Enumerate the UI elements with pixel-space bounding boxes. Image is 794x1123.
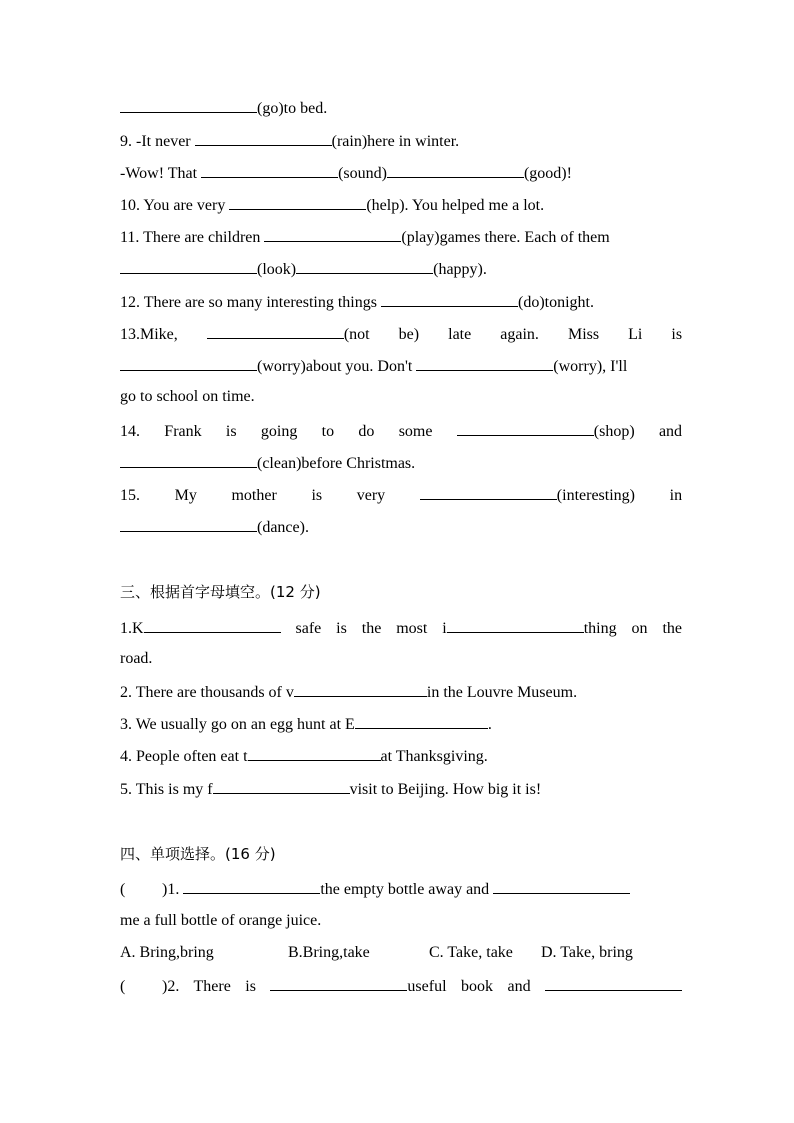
q14-word: going xyxy=(260,423,298,440)
paren-open: ( xyxy=(120,978,126,995)
option-c[interactable]: C. Take, take xyxy=(429,944,513,961)
answer-blank[interactable] xyxy=(416,355,553,371)
q14-word: is xyxy=(225,423,237,440)
q13-line3 xyxy=(120,387,682,407)
answer-blank[interactable] xyxy=(270,975,407,991)
q13-word: again. xyxy=(500,326,539,343)
answer-blank[interactable] xyxy=(213,778,350,794)
q12-hint: (do)tonight. xyxy=(517,294,594,311)
q13b-hint: (worry), I'll xyxy=(553,358,628,375)
q15b-hint: (dance). xyxy=(257,519,309,536)
s4-q1-options xyxy=(120,943,682,963)
q14-word: to xyxy=(321,423,335,440)
answer-blank[interactable] xyxy=(493,878,630,894)
q14b-hint: (clean)before Christmas. xyxy=(257,455,416,472)
q13-line1 xyxy=(120,323,682,343)
s3q2-text: 2. There are thousands of v xyxy=(120,684,294,701)
q13b-text: (worry)about you. Don't xyxy=(257,358,417,375)
answer-paren[interactable] xyxy=(120,880,162,900)
s4-q1-line2 xyxy=(120,911,682,931)
s3q1-word: thing xyxy=(583,620,617,637)
s3-q1-line1 xyxy=(120,617,682,637)
answer-blank[interactable] xyxy=(229,194,366,210)
q13-word: Li xyxy=(628,326,643,343)
s3-q3-line xyxy=(120,713,682,733)
q11b-hint2: (happy). xyxy=(433,261,487,278)
q13-word: late xyxy=(448,326,472,343)
s4q2-word: book xyxy=(461,978,493,995)
s3-q1-line2 xyxy=(120,649,682,669)
s3-q4-line xyxy=(120,745,682,765)
s4-q1-line1 xyxy=(120,878,682,898)
q9b-hint2: (good)! xyxy=(523,165,572,182)
q10-hint: (help). You helped me a lot. xyxy=(366,197,545,214)
q15-word: mother xyxy=(231,487,277,504)
q13-word: is xyxy=(671,326,683,343)
s4q2-number: )2. xyxy=(162,978,180,995)
s3q2-tail: in the Louvre Museum. xyxy=(426,684,578,701)
q15-word: in xyxy=(669,487,683,504)
q9-line1 xyxy=(120,130,682,150)
q13-word: 13.Mike, xyxy=(120,326,178,343)
q11-line2 xyxy=(120,258,682,278)
s4q1-text: the empty bottle away and xyxy=(320,881,490,898)
s4q1b-text: me a full bottle of orange juice. xyxy=(120,912,322,929)
q11-line1 xyxy=(120,226,682,246)
q15-line2 xyxy=(120,516,682,536)
s4q2-word: There xyxy=(193,978,231,995)
section3-heading: 三、根据首字母填空。(12 分) xyxy=(120,583,321,601)
paren-open: ( xyxy=(120,881,126,898)
q14-line1 xyxy=(120,420,682,440)
s3q5-tail: visit to Beijing. How big it is! xyxy=(349,781,542,798)
answer-blank[interactable] xyxy=(120,452,257,468)
s3q1-word: i xyxy=(442,620,447,637)
option-d[interactable]: D. Take, bring xyxy=(541,944,633,961)
s4q2-word: and xyxy=(507,978,531,995)
s3q1-word: safe xyxy=(295,620,322,637)
s4q2-word: is xyxy=(245,978,256,995)
q13-word: Miss xyxy=(567,326,600,343)
s3q1-word: the xyxy=(662,620,683,637)
q8-tail: (go)to bed. xyxy=(257,100,328,117)
q8-continuation xyxy=(120,97,682,117)
answer-blank[interactable] xyxy=(201,162,338,178)
q15-word: very xyxy=(356,487,386,504)
answer-blank[interactable] xyxy=(457,420,594,436)
q10-text: 10. You are very xyxy=(120,197,230,214)
option-b[interactable]: B.Bring,take xyxy=(288,944,370,961)
s3q4-text: 4. People often eat t xyxy=(120,748,248,765)
q13c-text: go to school on time. xyxy=(120,388,255,405)
answer-blank[interactable] xyxy=(264,226,401,242)
answer-blank[interactable] xyxy=(294,681,427,697)
q14-word: 14. xyxy=(120,423,140,440)
q9-line2 xyxy=(120,162,682,182)
q14-word: some xyxy=(398,423,433,440)
answer-blank[interactable] xyxy=(120,516,257,532)
q15-word: 15. xyxy=(120,487,140,504)
answer-blank[interactable] xyxy=(248,745,381,761)
q15-word: is xyxy=(311,487,323,504)
q14-word: do xyxy=(358,423,375,440)
s3q3-text: 3. We usually go on an egg hunt at E xyxy=(120,716,355,733)
answer-blank[interactable] xyxy=(144,617,281,633)
q14-line2 xyxy=(120,452,682,472)
answer-blank[interactable] xyxy=(296,258,433,274)
s3q1-word: on xyxy=(631,620,648,637)
s3q1-word: 1.K xyxy=(120,620,144,637)
q15-hint: (interesting) xyxy=(556,487,635,504)
q15-line1 xyxy=(120,484,682,504)
q11b-hint1: (look) xyxy=(257,261,297,278)
answer-blank[interactable] xyxy=(387,162,524,178)
q15-word: My xyxy=(174,487,197,504)
q14-word: and xyxy=(658,423,683,440)
q12-text: 12. There are so many interesting things xyxy=(120,294,381,311)
answer-blank[interactable] xyxy=(447,617,584,633)
answer-blank[interactable] xyxy=(545,975,682,991)
s4q1-number: )1. xyxy=(162,881,180,898)
s3q1-word: is xyxy=(336,620,347,637)
s3-q2-line xyxy=(120,681,682,701)
s3q1b-text: road. xyxy=(120,650,153,667)
q14-word: Frank xyxy=(164,423,202,440)
answer-blank[interactable] xyxy=(120,258,257,274)
s3q4-tail: at Thanksgiving. xyxy=(380,748,488,765)
s3q5-text: 5. This is my f xyxy=(120,781,213,798)
q11-text: 11. There are children xyxy=(120,229,265,246)
answer-blank[interactable] xyxy=(381,291,518,307)
answer-blank[interactable] xyxy=(120,97,257,113)
q9b-hint1: (sound) xyxy=(338,165,387,182)
s3q3-tail: . xyxy=(487,716,492,733)
q13-line2 xyxy=(120,355,682,375)
section4-heading: 四、单项选择。(16 分) xyxy=(120,845,276,863)
q9-hint: (rain)here in winter. xyxy=(331,133,460,150)
s4-q2-line1 xyxy=(120,975,682,995)
answer-blank[interactable] xyxy=(207,323,344,339)
answer-paren[interactable] xyxy=(120,977,162,997)
answer-blank[interactable] xyxy=(420,484,557,500)
q13-hint: (not be) xyxy=(343,326,420,343)
option-a[interactable]: A. Bring,bring xyxy=(120,944,214,961)
answer-blank[interactable] xyxy=(195,130,332,146)
answer-blank[interactable] xyxy=(183,878,320,894)
answer-blank[interactable] xyxy=(355,713,488,729)
s4q2-word: useful xyxy=(407,978,447,995)
q10-line xyxy=(120,194,682,214)
answer-blank[interactable] xyxy=(120,355,257,371)
q14-hint: (shop) xyxy=(593,423,635,440)
s3-q5-line xyxy=(120,778,682,798)
q9b-text: -Wow! That xyxy=(120,165,202,182)
q9-text: 9. -It never xyxy=(120,133,195,150)
q11-hint: (play)games there. Each of them xyxy=(401,229,610,246)
s3q1-word: most xyxy=(396,620,428,637)
q12-line xyxy=(120,291,682,311)
s3q1-word: the xyxy=(361,620,382,637)
